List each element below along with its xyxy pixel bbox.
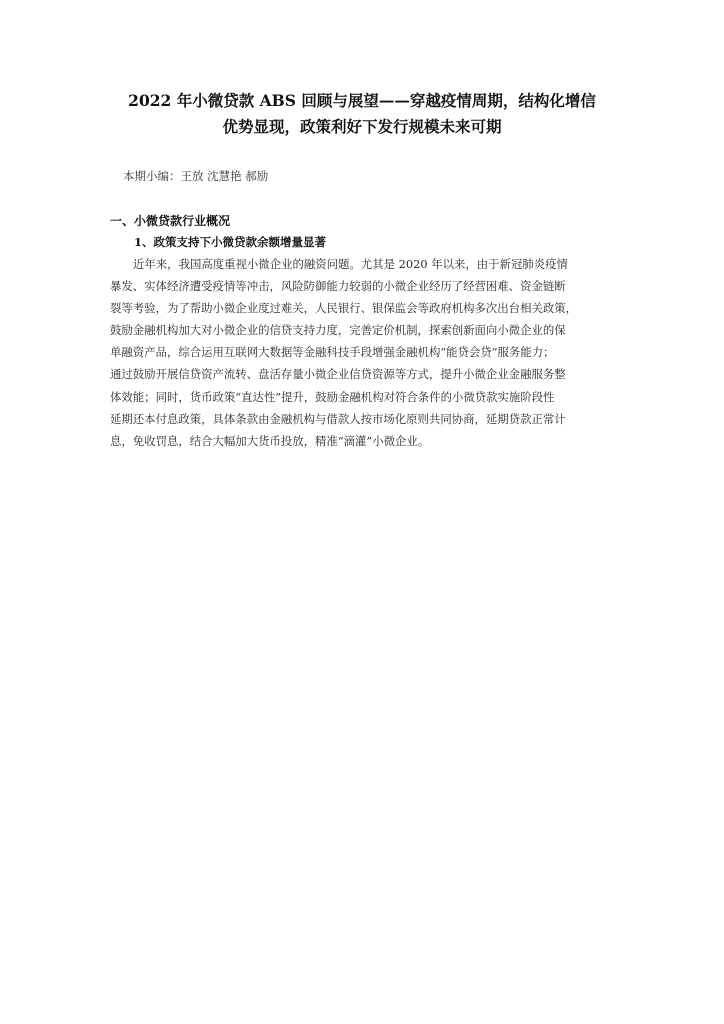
title-line-2: 优势显现，政策利好下发行规模未来可期	[222, 117, 502, 136]
document-title	[100, 88, 624, 140]
paragraph-line: 通过鼓励开展信贷资产流转、盘活存量小微企业信贷资源等方式，提升小微企业金融服务整	[110, 367, 566, 382]
paragraph-line: 裂等考验，为了帮助小微企业度过难关，人民银行、银保监会等政府机构多次出台相关政策，	[110, 301, 578, 316]
paragraph-line: 单融资产品，综合运用互联网大数据等金融科技手段增强金融机构“能贷会贷”服务能力；	[110, 345, 555, 360]
paragraph-line: 近年来，我国高度重视小微企业的融资问题。尤其是 2020 年以来，由于新冠肺炎疫情	[133, 257, 568, 271]
paragraph-line: 延期还本付息政策，具体条款由金融机构与借款人按市场化原则共同协商，延期贷款正常计	[110, 411, 566, 426]
sub-heading: 1、政策支持下小微贷款余额增量显著	[134, 235, 326, 249]
title-line-1: 2022 年小微贷款 ABS 回顾与展望——穿越疫情周期，结构化增信	[128, 91, 596, 110]
body-paragraph	[110, 253, 614, 452]
paragraph-line: 体效能；同时，货币政策“直达性”提升，鼓励金融机构对符合条件的小微贷款实施阶段性	[110, 389, 555, 404]
editors-line: 本期小编：王放 沈慧艳 郝励	[123, 169, 269, 183]
section-heading: 一、小微贷款行业概况	[110, 214, 231, 228]
paragraph-line: 暴发、实体经济遭受疫情等冲击，风险防御能力较弱的小微企业经历了经营困难、资金链断	[110, 279, 566, 294]
paragraph-line: 鼓励金融机构加大对小微企业的信贷支持力度，完善定价机制，探索创新面向小微企业的保	[110, 323, 566, 338]
paragraph-line: 息，免收罚息，结合大幅加大货币投放，精准“滴灌”小微企业。	[110, 433, 430, 448]
